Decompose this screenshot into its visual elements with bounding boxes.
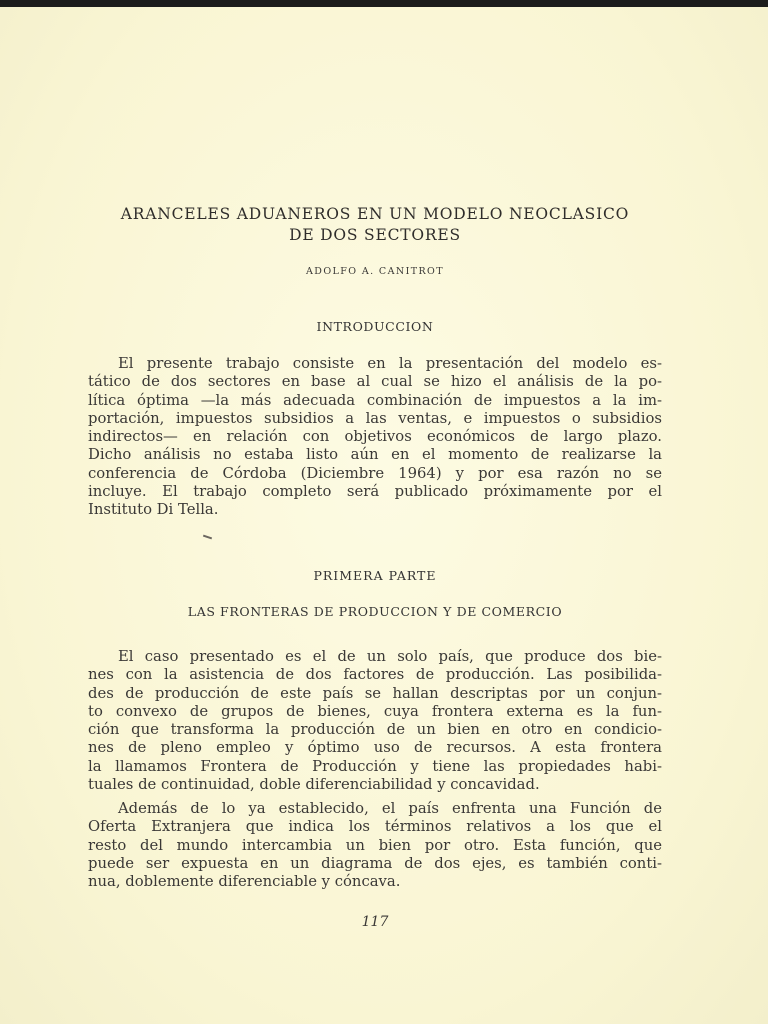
part-heading: PRIMERA PARTE [313,568,437,583]
paragraph-line: Instituto Di Tella. [88,501,219,519]
introduction-paragraph [88,355,662,520]
paragraph-line: des de producción de este país se hallan descriptas por un conjun- [88,684,662,702]
paragraph-line: tático de dos sectores en base al cual se hizo el análisis de la po- [88,373,662,391]
paragraph-line: indirectos— en relación con objetivos económicos de largo plazo. [88,428,662,446]
paragraph-line: El caso presentado es el de un solo país, que produce dos bie- [118,648,662,665]
title-line-2: DE DOS SECTORES [289,226,461,244]
paragraph-line: Dicho análisis no estaba listo aún en el momento de realizarse la [88,446,662,464]
paragraph-line: puede ser expuesta en un diagrama de dos ejes, es también conti- [88,854,662,872]
title-line-1: ARANCELES ADUANEROS EN UN MODELO NEOCLASICO [120,205,630,223]
paragraph-line: Además de lo ya establecido, el país enfrenta una Función de [118,800,662,817]
paragraph-line: to convexo de grupos de bienes, cuya frontera externa es la fun- [88,702,662,720]
paragraph-line: conferencia de Córdoba (Diciembre 1964) y por esa razón no se [88,464,662,482]
paragraph-line: tuales de continuidad, doble diferenciabilidad y concavidad. [88,776,540,794]
author-name: ADOLFO A. CANITROT [306,266,444,277]
article-title [80,204,670,246]
body-paragraph-1 [88,648,662,794]
paragraph-line: nes de pleno empleo y óptimo uso de recursos. A esta frontera [88,739,662,757]
section-subheading: LAS FRONTERAS DE PRODUCCION Y DE COMERCIO [187,604,563,619]
paragraph-line: incluye. El trabajo completo será publicado próximamente por el [88,483,662,501]
paragraph-line: resto del mundo intercambia un bien por otro. Esta función, que [88,836,662,854]
paragraph-line: nua, doblemente diferenciable y cóncava. [88,873,401,891]
paragraph-line: portación, impuestos subsidios a las ventas, e impuestos o subsidios [88,409,662,427]
introduction-heading: INTRODUCCION [316,319,434,334]
paragraph-line: lítica óptima —la más adecuada combinación de impuestos a la im- [88,391,662,409]
paragraph-line: la llamamos Frontera de Producción y tiene las propiedades habi- [88,757,662,775]
scan-top-edge [0,0,768,7]
paragraph-line: Oferta Extranjera que indica los términos relativos a los que el [88,818,662,836]
paragraph-line: ción que transforma la producción de un bien en otro en condicio- [88,721,662,739]
paragraph-line: El presente trabajo consiste en la presentación del modelo es- [118,355,662,372]
paragraph-line: nes con la asistencia de dos factores de producción. Las posibilida- [88,666,662,684]
page-number: 117 [361,914,389,930]
body-paragraph-2 [88,800,662,891]
